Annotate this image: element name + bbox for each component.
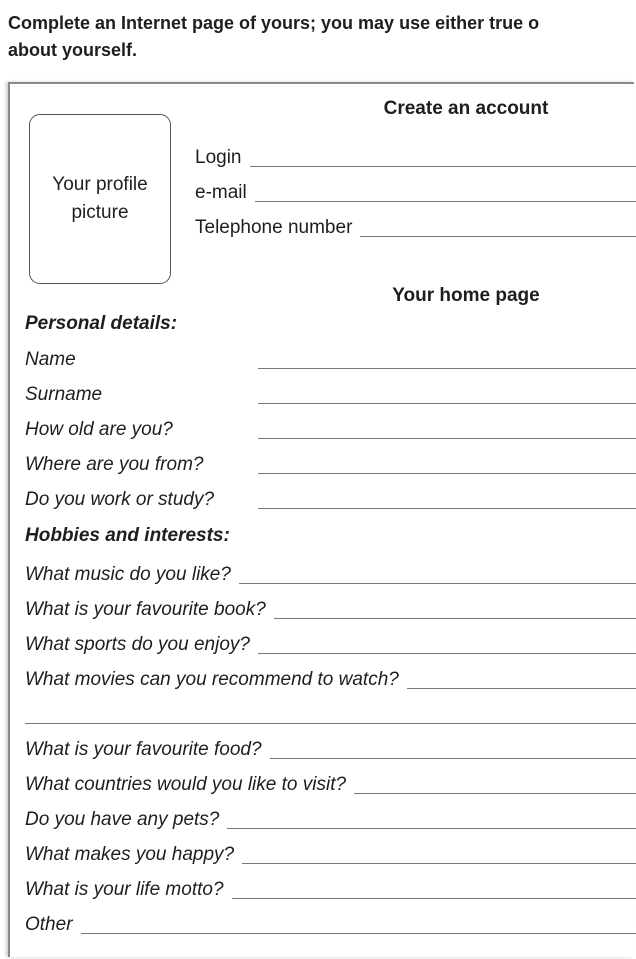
name-field[interactable]: Name [25,347,636,371]
music-field[interactable]: What music do you like? [25,562,636,586]
book-field[interactable]: What is your favourite book? [25,597,636,621]
age-field[interactable]: How old are you? [25,417,636,441]
telephone-field[interactable]: Telephone number [195,215,636,239]
home-page-title: Your home page [392,285,540,306]
work-study-field[interactable]: Do you work or study? [25,487,636,511]
sports-field[interactable]: What sports do you enjoy? [25,632,636,656]
profile-picture-box[interactable]: Your profile picture [29,114,171,284]
countries-field[interactable]: What countries would you like to visit? [25,772,636,796]
happy-field[interactable]: What makes you happy? [25,842,636,866]
movies-field-continued[interactable] [25,702,636,726]
surname-field[interactable]: Surname [25,382,636,406]
email-field[interactable]: e-mail [195,180,636,204]
movies-field[interactable]: What movies can you recommend to watch? [25,667,636,691]
hobbies-heading: Hobbies and interests: [25,525,230,546]
pets-field[interactable]: Do you have any pets? [25,807,636,831]
origin-field[interactable]: Where are you from? [25,452,636,476]
personal-details-heading: Personal details: [25,313,178,334]
instruction: Complete an Internet page of yours; you may use either true o about yourself. [8,13,540,60]
other-field[interactable]: Other [25,912,636,936]
food-field[interactable]: What is your favourite food? [25,737,636,761]
login-field[interactable]: Login [195,145,636,169]
create-account-title: Create an account [383,98,549,119]
motto-field[interactable]: What is your life motto? [25,877,636,901]
